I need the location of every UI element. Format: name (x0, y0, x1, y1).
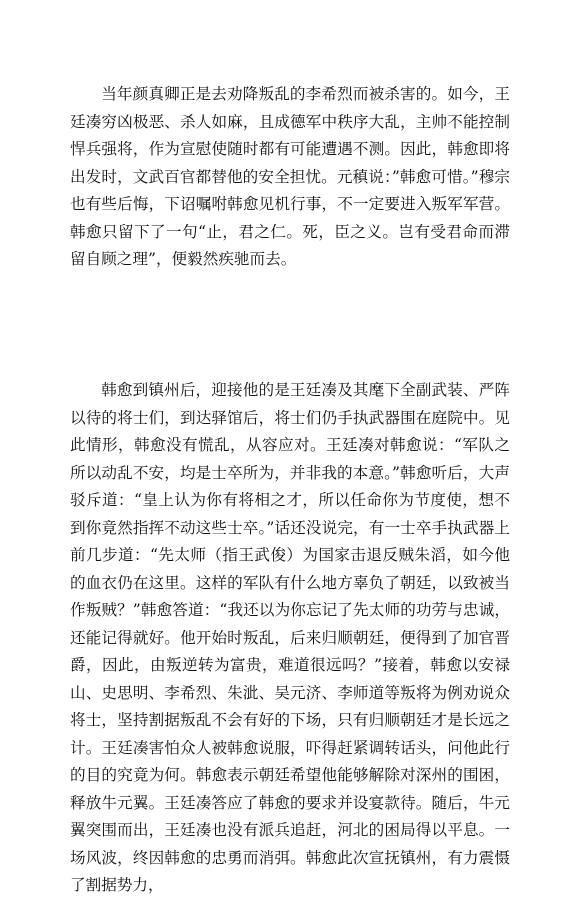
paragraph-1: 当年颜真卿正是去劝降叛乱的李希烈而被杀害的。如今，王廷凑穷凶极恶、杀人如麻，且成德军中秩序大乱，主帅不能控制悍兵强将，作为宣慰使随时都有可能遭遇不测。因此，韩愈即将出发时，文武百官都替他的安全担忧。元稹说：”韩愈可惜。”穆宗也有些后悔，下诏嘱咐韩愈见机行事，不一定要进入叛军军营。韩愈只留下了一句“止，君之仁。死，臣之义。岂有受君命而滞留自顾之理”，便毅然疾驰而去。 (70, 85, 510, 268)
paragraph-2: 韩愈到镇州后，迎接他的是王廷凑及其麾下全副武装、严阵以待的将士们，到达驿馆后，将士们仍手执武器围在庭院中。见此情形，韩愈没有慌乱，从容应对。王廷凑对韩愈说：“军队之所以动乱不安，均是士卒所为，并非我的本意。”韩愈听后，大声驳斥道：“皇上认为你有将相之才，所以任命你为节度使，想不到你竟然指挥不动这些士卒。”话还没说完，有一士卒手执武器上前几步道：“先太师（指王武俊）为国家击退反贼朱滔，如今他的血衣仍在这里。这样的军队有什么地方辜负了朝廷，以致被当作叛贼？”韩愈答道：“我还以为你忘记了先太师的功劳与忠诚，还能记得就好。他开始时叛乱，后来归顺朝廷，便得到了加官晋爵，因此，由叛逆转为富贵，难道很远吗？”接着，韩愈以安禄山、史思明、李希烈、朱泚、吴元济、李师道等叛将为例劝说众将士，坚持割据叛乱不会有好的下场，只有归顺朝廷才是长远之计。王廷凑害怕众人被韩愈说服，吓得赶紧调转话头，问他此行的目的究竟为何。韩愈表示朝廷希望他能够解除对深州的围困，释放牛元翼。王廷凑答应了韩愈的要求并设宴款待。随后，牛元翼突围而出，王廷凑也没有派兵追赶，河北的困局得以平息。一场风波，终因韩愈的忠勇而消弭。韩愈此次宣抚镇州，有力震慑了割据势力， (70, 381, 510, 894)
